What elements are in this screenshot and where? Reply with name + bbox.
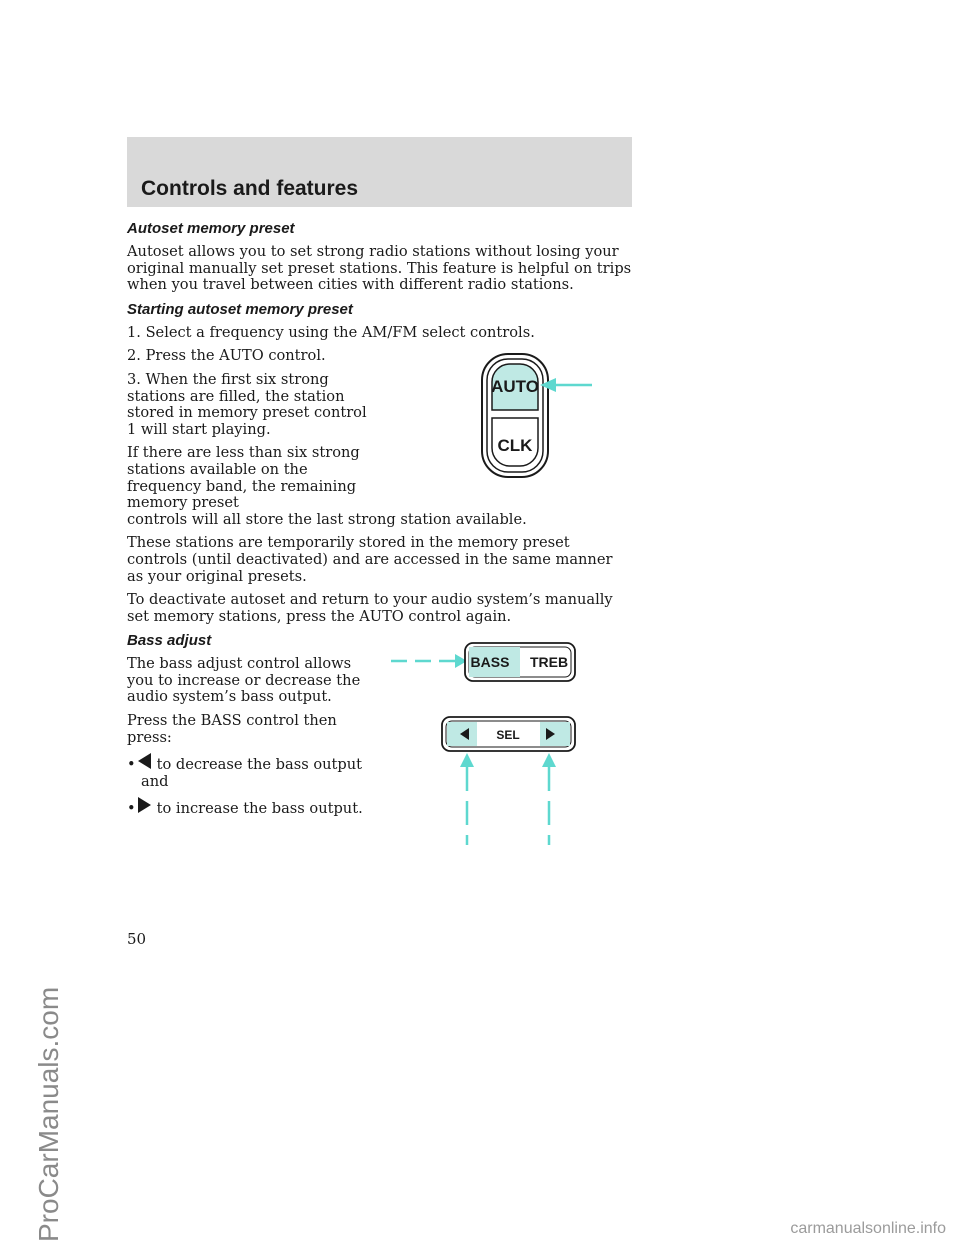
right-up-pointer-head-icon — [542, 753, 556, 767]
left-up-pointer-head-icon — [460, 753, 474, 767]
treb-label: TREB — [529, 654, 569, 670]
clk-label: CLK — [497, 436, 533, 455]
para-temporary: These stations are temporarily stored in the memory preset controls (until deactivated) and are accessed in the same manner as your original presets. — [127, 534, 613, 585]
bottom-watermark: carmanualsonline.info — [790, 1220, 946, 1237]
bullet-marker: • — [127, 800, 136, 818]
auto-label: AUTO — [491, 377, 539, 396]
step-2: 2. Press the AUTO control. — [127, 347, 326, 365]
auto-clk-figure — [470, 350, 600, 480]
sel-label: SEL — [496, 728, 520, 742]
bullet-increase-text: to increase the bass output. — [156, 800, 363, 818]
bass-press: Press the BASS control then press: — [127, 712, 337, 746]
step-1: 1. Select a frequency using the AM/FM select controls. — [127, 323, 535, 341]
right-arrow-icon — [138, 797, 151, 813]
bullet-marker: • — [127, 756, 136, 774]
page-title: Controls and features — [141, 177, 359, 200]
bass-treb-figure — [385, 640, 585, 845]
page-number: 50 — [127, 930, 147, 948]
note-start: If there are less than six strong stations available on the frequency band, the remaining memory preset — [127, 444, 360, 512]
bullet-and-text: and — [141, 772, 169, 790]
bullet-decrease — [127, 753, 377, 790]
note-end: controls will all store the last strong station available. — [127, 510, 527, 528]
para-deactivate: To deactivate autoset and return to your audio system’s manually set memory stations, press the AUTO control again. — [127, 591, 613, 625]
autoset-intro: Autoset allows you to set strong radio stations without losing your original manually set preset stations. This feature is helpful on trips when you travel between cities with different radio stations. — [127, 243, 632, 294]
bullet-increase — [127, 797, 377, 818]
section-title-bass: Bass adjust — [127, 632, 212, 650]
bullet-decrease-text: to decrease the bass output — [156, 756, 362, 774]
step-3: 3. When the first six strong stations are filled, the station stored in memory preset control 1 will start playing. — [127, 370, 367, 438]
bass-para: The bass adjust control allows you to increase or decrease the audio system’s bass output. — [127, 655, 361, 706]
header-band — [127, 137, 632, 207]
section-title-autoset: Autoset memory preset — [127, 220, 295, 237]
bass-label: BASS — [470, 654, 510, 670]
side-watermark: ProCarManuals.com — [33, 986, 64, 1242]
section-title-starting: Starting autoset memory preset — [127, 300, 353, 318]
left-arrow-icon — [138, 753, 151, 769]
